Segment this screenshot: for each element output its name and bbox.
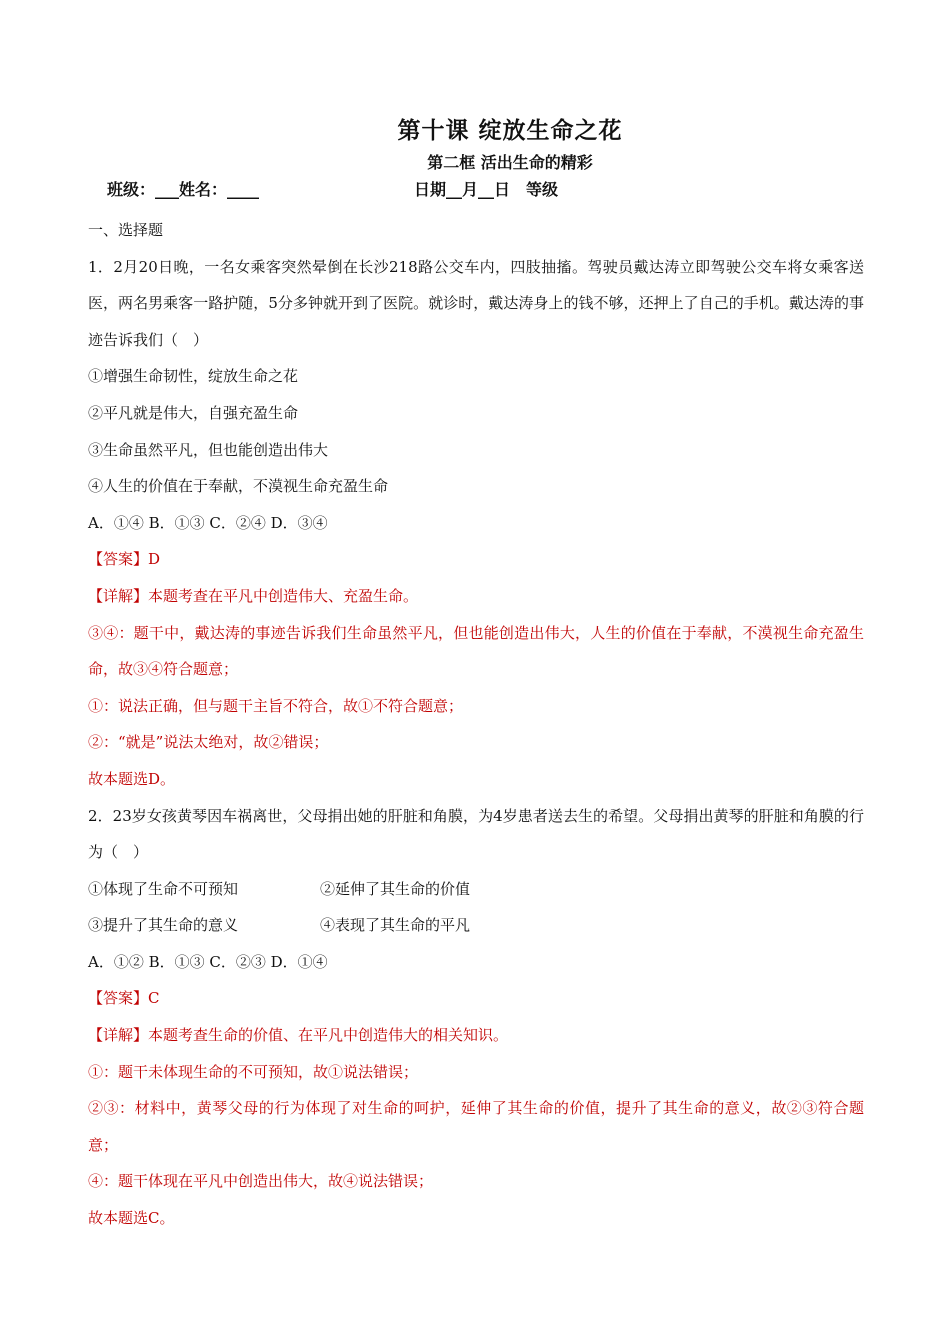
lesson-subtitle: 第二框 活出生命的精彩 bbox=[427, 153, 593, 172]
question-content bbox=[88, 212, 864, 1237]
q1-answer bbox=[88, 541, 864, 578]
q1-answer-value: D bbox=[148, 550, 161, 569]
lesson-title: 第十课 绽放生命之花 bbox=[397, 117, 623, 144]
q1-explain-lead: 本题考查在平凡中创造伟大、充盈生命。 bbox=[148, 586, 419, 605]
q2-answer bbox=[88, 980, 864, 1017]
q1-choices: A．①④ B．①③ C．②④ D．③④ bbox=[88, 513, 328, 532]
q2-option-3: ③提升了其生命的意义 bbox=[88, 916, 239, 935]
q2-explain-tag: 【详解】 bbox=[88, 1026, 149, 1045]
q1-explain-line-3: ②：“就是”说法太绝对，故②错误； bbox=[88, 733, 329, 752]
q1-option-4: ④人生的价值在于奉献，不漠视生命充盈生命 bbox=[88, 477, 389, 496]
q2-explain-lead: 本题考查生命的价值、在平凡中创造伟大的相关知识。 bbox=[148, 1026, 509, 1045]
q2-choices: A．①② B．①③ C．②③ D．①④ bbox=[88, 952, 328, 971]
q2-explain-line-4: 故本题选C。 bbox=[88, 1209, 175, 1228]
q2-option-4: ④表现了其生命的平凡 bbox=[320, 916, 471, 935]
q2-option-2: ②延伸了其生命的价值 bbox=[320, 879, 471, 898]
q2-explain bbox=[88, 1017, 864, 1054]
q1-answer-tag: 【答案】 bbox=[88, 550, 149, 569]
q2-options-row-2 bbox=[88, 907, 864, 944]
q2-option-1: ①体现了生命不可预知 bbox=[88, 879, 239, 898]
q1-option-2: ②平凡就是伟大，自强充盈生命 bbox=[88, 403, 299, 422]
q1-explain-line-4: 故本题选D。 bbox=[88, 769, 176, 788]
q2-answer-tag: 【答案】 bbox=[88, 989, 149, 1008]
q1-stem: 1．2月20日晚，一名女乘客突然晕倒在长沙218路公交车内，四肢抽搐。驾驶员戴达涛立即驾驶公交车将女乘客送医，两名男乘客一路护随，5分多钟就开到了医院。就诊时，戴达涛身上的钱不够，还押上了自己的手机。戴达涛的事迹告诉我们（ ） bbox=[88, 257, 864, 349]
q1-explain-tag: 【详解】 bbox=[88, 586, 149, 605]
q2-answer-value: C bbox=[148, 989, 160, 1008]
q1-explain-line-1: ③④：题干中，戴达涛的事迹告诉我们生命虽然平凡，但也能创造出伟大，人生的价值在于奉献，不漠视生命充盈生命，故③④符合题意； bbox=[88, 623, 864, 679]
q2-explain-line-2: ②③：材料中，黄琴父母的行为体现了对生命的呵护，延伸了其生命的价值，提升了其生命的意义，故②③符合题意； bbox=[88, 1099, 864, 1154]
section-heading: 一、选择题 bbox=[88, 221, 164, 239]
date-grade-field: 日期__月__日 等级 bbox=[414, 180, 559, 199]
student-info-row bbox=[107, 177, 867, 199]
q1-explain-line-2: ①：说法正确，但与题干主旨不符合，故①不符合题意； bbox=[88, 696, 464, 715]
q2-options-row-1 bbox=[88, 871, 864, 908]
q1-explain bbox=[88, 578, 864, 615]
q1-option-1: ①增强生命韧性，绽放生命之花 bbox=[88, 367, 299, 386]
q2-explain-line-1: ①：题干未体现生命的不可预知，故①说法错误； bbox=[88, 1062, 419, 1081]
q2-stem: 2．23岁女孩黄琴因车祸离世，父母捐出她的肝脏和角膜，为4岁患者送去生的希望。父母捐出黄琴的肝脏和角膜的行为（ ） bbox=[88, 806, 864, 862]
q2-explain-line-3: ④：题干体现在平凡中创造出伟大，故④说法错误； bbox=[88, 1172, 434, 1191]
class-name-field: 班级：___姓名：____ bbox=[107, 180, 260, 199]
q1-option-3: ③生命虽然平凡，但也能创造出伟大 bbox=[88, 440, 329, 459]
